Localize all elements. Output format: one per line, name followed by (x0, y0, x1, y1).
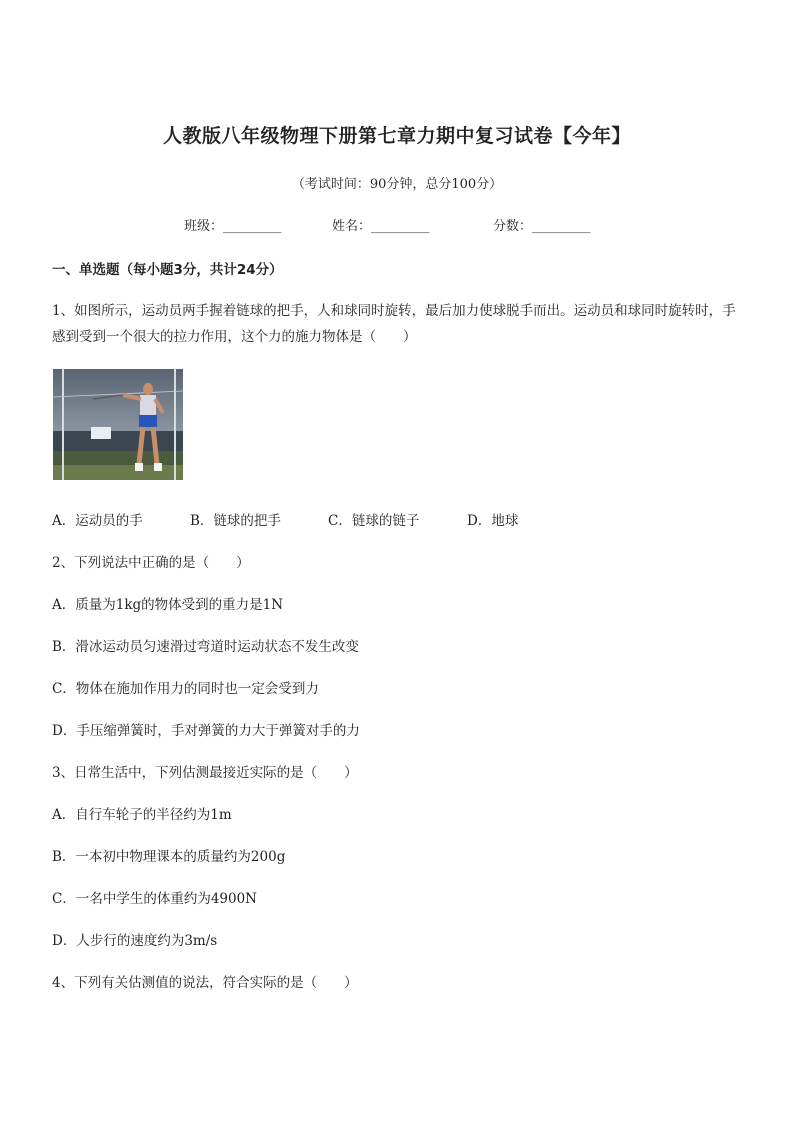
option-d[interactable]: D．地球 (467, 513, 519, 529)
question-4-stem: 4、下列有关估测值的说法，符合实际的是（ ） (52, 975, 358, 991)
question-2-stem: 2、下列说法中正确的是（ ） (52, 555, 250, 571)
option-a[interactable]: A．运动员的手 (52, 513, 143, 529)
question-2-option-d[interactable]: D．手压缩弹簧时，手对弹簧的力大于弹簧对手的力 (52, 723, 360, 739)
exam-subtitle: （考试时间：90分钟，总分100分） (291, 177, 503, 192)
exam-title: 人教版八年级物理下册第七章力期中复习试卷【今年】 (162, 125, 631, 147)
option-c[interactable]: C．链球的链子 (328, 513, 420, 529)
question-3-option-b[interactable]: B．一本初中物理课本的质量约为200g (52, 849, 286, 865)
name-field[interactable]: 姓名：_________ (332, 219, 430, 234)
class-field[interactable]: 班级：_________ (184, 219, 282, 234)
question-2-option-a[interactable]: A．质量为1kg的物体受到的重力是1N (52, 597, 284, 613)
question-2-option-c[interactable]: C．物体在施加作用力的同时也一定会受到力 (52, 681, 319, 697)
section-heading: 一、单选题（每小题3分，共计24分） (52, 262, 283, 278)
score-field[interactable]: 分数：_________ (493, 219, 591, 234)
hammer-throw-photo (53, 369, 183, 480)
question-1-stem: 1、如图所示，运动员两手握着链球的把手，人和球同时旋转，最后加力使球脱手而出。运动员和球同时旋转时，手感到受到一个很大的拉力作用，这个力的施力物体是（ ） (52, 303, 736, 345)
question-3-stem: 3、日常生活中，下列估测最接近实际的是（ ） (52, 765, 358, 781)
question-2-option-b[interactable]: B．滑冰运动员匀速滑过弯道时运动状态不发生改变 (52, 639, 359, 655)
question-3-option-c[interactable]: C．一名中学生的体重约为4900N (52, 891, 257, 907)
question-3-option-d[interactable]: D．人步行的速度约为3m/s (52, 933, 218, 949)
option-b[interactable]: B．链球的把手 (190, 513, 281, 529)
question-3-option-a[interactable]: A．自行车轮子的半径约为1m (52, 807, 232, 823)
